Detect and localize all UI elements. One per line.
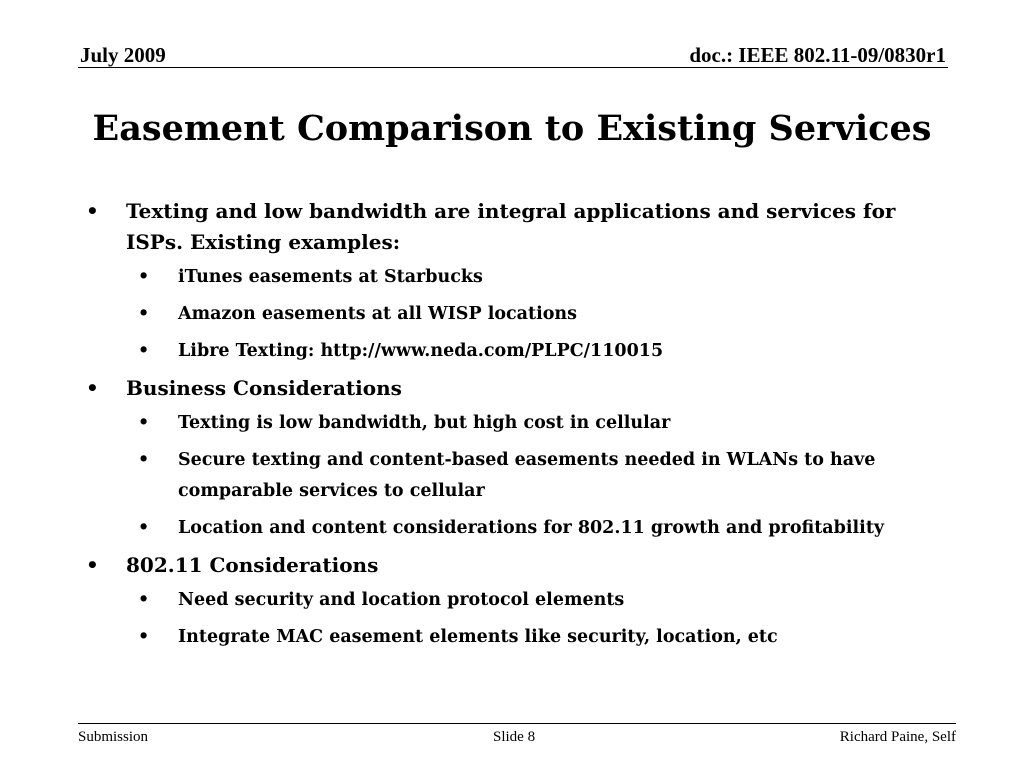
sub-bullet-list	[126, 585, 946, 653]
header-date: July 2009	[80, 43, 166, 67]
sub-bullet-item	[126, 445, 938, 507]
sub-bullet-item	[126, 585, 938, 616]
sub-bullet-dot-icon: •	[138, 518, 150, 538]
sub-bullet-text: Libre Texting: http://www.neda.com/PLPC/110015	[178, 341, 664, 361]
footer-submission: Submission	[78, 729, 149, 745]
sub-bullet-item	[126, 408, 938, 439]
sub-bullet-dot-icon: •	[138, 267, 150, 287]
bullet-dot-icon: •	[86, 553, 99, 577]
sub-bullet-dot-icon: •	[138, 450, 150, 470]
sub-bullet-dot-icon: •	[138, 413, 150, 433]
bullet-item-80211	[86, 550, 946, 653]
sub-bullet-dot-icon: •	[138, 590, 150, 610]
sub-bullet-text: Texting is low bandwidth, but high cost in cellular	[178, 413, 671, 433]
slide-title: Easement Comparison to Existing Services	[92, 108, 932, 149]
sub-bullet-text: Secure texting and content-based easements needed in WLANs to have comparable services to cellular	[178, 450, 876, 501]
sub-bullet-item	[126, 336, 938, 367]
sub-bullet-text: Integrate MAC easement elements like security, location, etc	[178, 627, 778, 647]
sub-bullet-text: Amazon easements at all WISP locations	[178, 304, 577, 324]
footer-divider	[78, 723, 956, 724]
bullet-text: Business Considerations	[126, 376, 402, 400]
sub-bullet-dot-icon: •	[138, 341, 150, 361]
sub-bullet-list	[126, 262, 946, 367]
sub-bullet-text: Need security and location protocol elements	[178, 590, 625, 610]
footer-slide-number: Slide 8	[493, 729, 536, 745]
header-document-id: doc.: IEEE 802.11-09/0830r1	[689, 43, 946, 67]
sub-bullet-dot-icon: •	[138, 627, 150, 647]
header-divider	[78, 67, 948, 68]
sub-bullet-item	[126, 262, 938, 293]
sub-bullet-text: Location and content considerations for 802.11 growth and profitability	[178, 518, 885, 538]
bullet-dot-icon: •	[86, 199, 99, 223]
bullet-text: 802.11 Considerations	[126, 553, 379, 577]
bullet-text: Texting and low bandwidth are integral applications and services for ISPs. Existing examples:	[126, 199, 896, 254]
bullet-list	[86, 196, 946, 653]
sub-bullet-item	[126, 513, 938, 544]
bullet-item-business	[86, 373, 946, 544]
bullet-dot-icon: •	[86, 376, 99, 400]
sub-bullet-list	[126, 408, 946, 544]
footer-author: Richard Paine, Self	[839, 729, 956, 745]
sub-bullet-dot-icon: •	[138, 304, 150, 324]
sub-bullet-item	[126, 622, 938, 653]
bullet-item-texting	[86, 196, 946, 367]
sub-bullet-item	[126, 299, 938, 330]
sub-bullet-text: iTunes easements at Starbucks	[178, 267, 483, 287]
